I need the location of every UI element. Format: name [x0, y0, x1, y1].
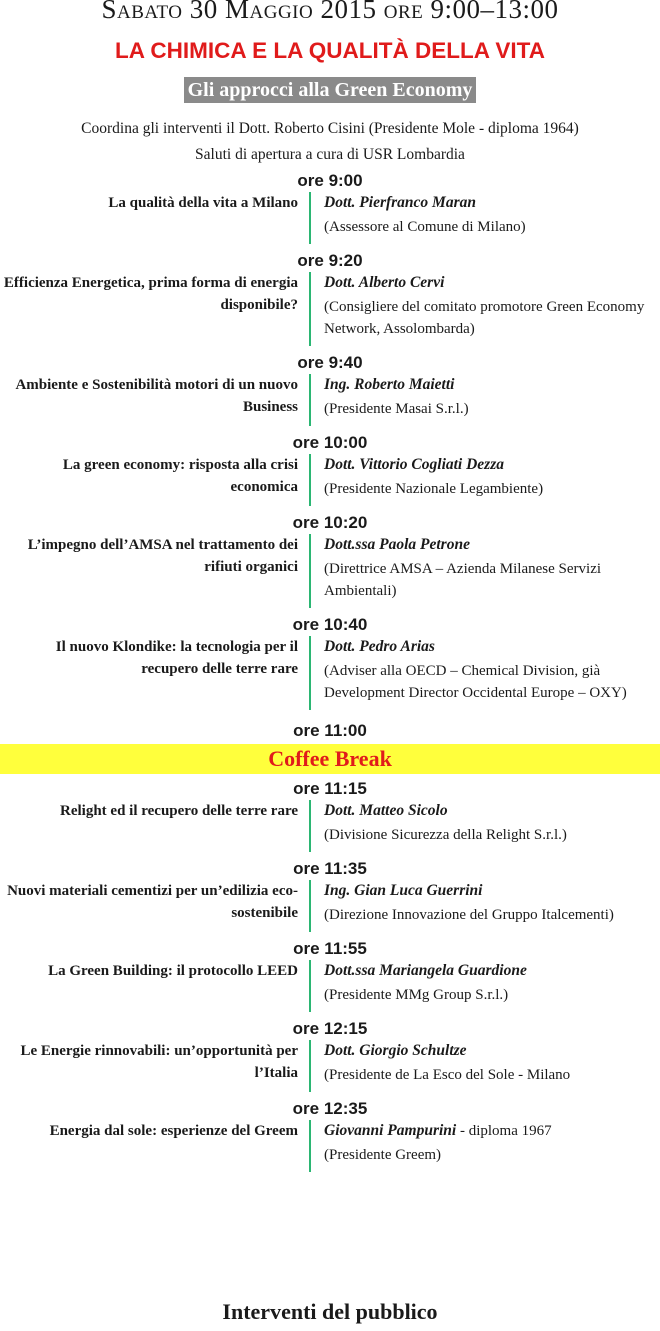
session-time: ore 9:00 [297, 171, 363, 190]
session-time: ore 10:40 [292, 615, 368, 634]
session-topic: Ambiente e Sostenibilità motori di un nuovo Business [15, 377, 298, 415]
speaker-role: (Divisione Sicurezza della Relight S.r.l.) [324, 827, 567, 843]
session-speaker-block [309, 880, 647, 932]
speaker-name: Dott. Pedro Arias [324, 638, 435, 655]
session-speaker-block [309, 636, 647, 710]
session-row [0, 636, 660, 710]
session-row [0, 1120, 660, 1172]
session-row [0, 880, 660, 932]
session-speaker-block [309, 272, 647, 346]
speaker-role: (Presidente Nazionale Legambiente) [324, 481, 544, 497]
session-time: ore 10:20 [292, 513, 368, 532]
session-block [0, 352, 660, 432]
speaker-name: Dott. Alberto Cervi [324, 274, 445, 291]
speaker-role: (Presidente MMg Group S.r.l.) [324, 987, 509, 1003]
public-interventions-footer: Interventi del pubblico [222, 1299, 438, 1324]
session-topic: Efficienza Energetica, prima forma di energia disponibile? [3, 275, 298, 313]
speaker-role: (Adviser alla OECD – Chemical Division, già Development Director Occidental Europe – OXY) [324, 663, 627, 701]
event-title: LA CHIMICA E LA QUALITÀ DELLA VITA [115, 38, 545, 63]
break-time: ore 11:00 [293, 721, 367, 740]
session-row [0, 534, 660, 608]
coffee-break-banner: Coffee Break [0, 744, 660, 774]
session-time: ore 12:35 [292, 1099, 368, 1118]
session-block [0, 938, 660, 1018]
session-block [0, 614, 660, 716]
speaker-role: (Direttrice AMSA – Azienda Milanese Servizi Ambientali) [324, 561, 602, 599]
session-time: ore 10:00 [292, 433, 368, 452]
coordinator-line: Coordina gli interventi il Dott. Roberto Cisini (Presidente Mole - diploma 1964) [81, 120, 579, 137]
session-speaker-block [309, 1120, 647, 1172]
session-row [0, 1040, 660, 1092]
event-subtitle: Gli approcci alla Green Economy [184, 77, 477, 103]
speaker-name: Ing. Roberto Maietti [324, 376, 455, 393]
speaker-name: Dott. Matteo Sicolo [324, 802, 448, 819]
session-speaker-block [309, 1040, 647, 1092]
speaker-role: (Direzione Innovazione del Gruppo Italcementi) [324, 907, 614, 923]
speaker-name: Dott. Vittorio Cogliati Dezza [324, 456, 504, 473]
session-block [0, 432, 660, 512]
session-topic: La qualità della vita a Milano [108, 195, 298, 211]
session-row [0, 272, 660, 346]
program-schedule [0, 170, 660, 1178]
session-topic: Nuovi materiali cementizi per un’edilizia eco-sostenibile [7, 883, 298, 921]
speaker-name: Dott.ssa Paola Petrone [324, 536, 470, 553]
session-time: ore 12:15 [292, 1019, 368, 1038]
session-topic: La Green Building: il protocollo LEED [48, 963, 298, 979]
session-time: ore 9:20 [297, 251, 363, 270]
session-row [0, 374, 660, 426]
session-block [0, 170, 660, 250]
speaker-name: Giovanni Pampurini [324, 1122, 457, 1139]
session-block [0, 250, 660, 352]
session-speaker-block [309, 454, 647, 506]
session-time: ore 11:15 [293, 779, 367, 798]
session-time: ore 11:55 [293, 939, 367, 958]
session-block [0, 512, 660, 614]
session-row [0, 192, 660, 244]
session-topic: La green economy: risposta alla crisi economica [62, 457, 298, 495]
session-block [0, 858, 660, 938]
event-date-line: Sabato 30 Maggio 2015 ore 9:00–13:00 [101, 0, 559, 24]
speaker-name: Dott.ssa Mariangela Guardione [324, 962, 527, 979]
speaker-name: Dott. Pierfranco Maran [324, 194, 476, 211]
session-speaker-block [309, 960, 647, 1012]
session-row [0, 454, 660, 506]
session-topic: Relight ed il recupero delle terre rare [60, 803, 298, 819]
speaker-name: Ing. Gian Luca Guerrini [324, 882, 483, 899]
session-block [0, 1018, 660, 1098]
speaker-role: (Consigliere del comitato promotore Green Economy Network, Assolombarda) [324, 299, 645, 337]
session-topic: Energia dal sole: esperienze del Greem [49, 1123, 298, 1139]
session-speaker-block [309, 374, 647, 426]
session-topic: Il nuovo Klondike: la tecnologia per il recupero delle terre rare [55, 639, 298, 677]
session-speaker-block [309, 192, 647, 244]
session-block [0, 1098, 660, 1178]
session-speaker-block [309, 800, 647, 852]
speaker-role: (Presidente Masai S.r.l.) [324, 401, 469, 417]
speaker-role: (Presidente Greem) [324, 1147, 442, 1163]
session-time: ore 9:40 [297, 353, 363, 372]
session-topic: Le Energie rinnovabili: un’opportunità per l’Italia [20, 1043, 298, 1081]
session-block [0, 778, 660, 858]
session-row [0, 800, 660, 852]
speaker-role: (Presidente de La Esco del Sole - Milano [324, 1067, 571, 1083]
session-topic: L’impegno dell’AMSA nel trattamento dei rifiuti organici [27, 537, 298, 575]
session-row [0, 960, 660, 1012]
session-speaker-block [309, 534, 647, 608]
speaker-name: Dott. Giorgio Schultze [324, 1042, 467, 1059]
greeting-line: Saluti di apertura a cura di USR Lombardia [195, 146, 465, 163]
session-time: ore 11:35 [293, 859, 367, 878]
speaker-role: (Assessore al Comune di Milano) [324, 219, 526, 235]
speaker-extra: - diploma 1967 [456, 1123, 552, 1139]
subtitle-banner [0, 77, 660, 103]
